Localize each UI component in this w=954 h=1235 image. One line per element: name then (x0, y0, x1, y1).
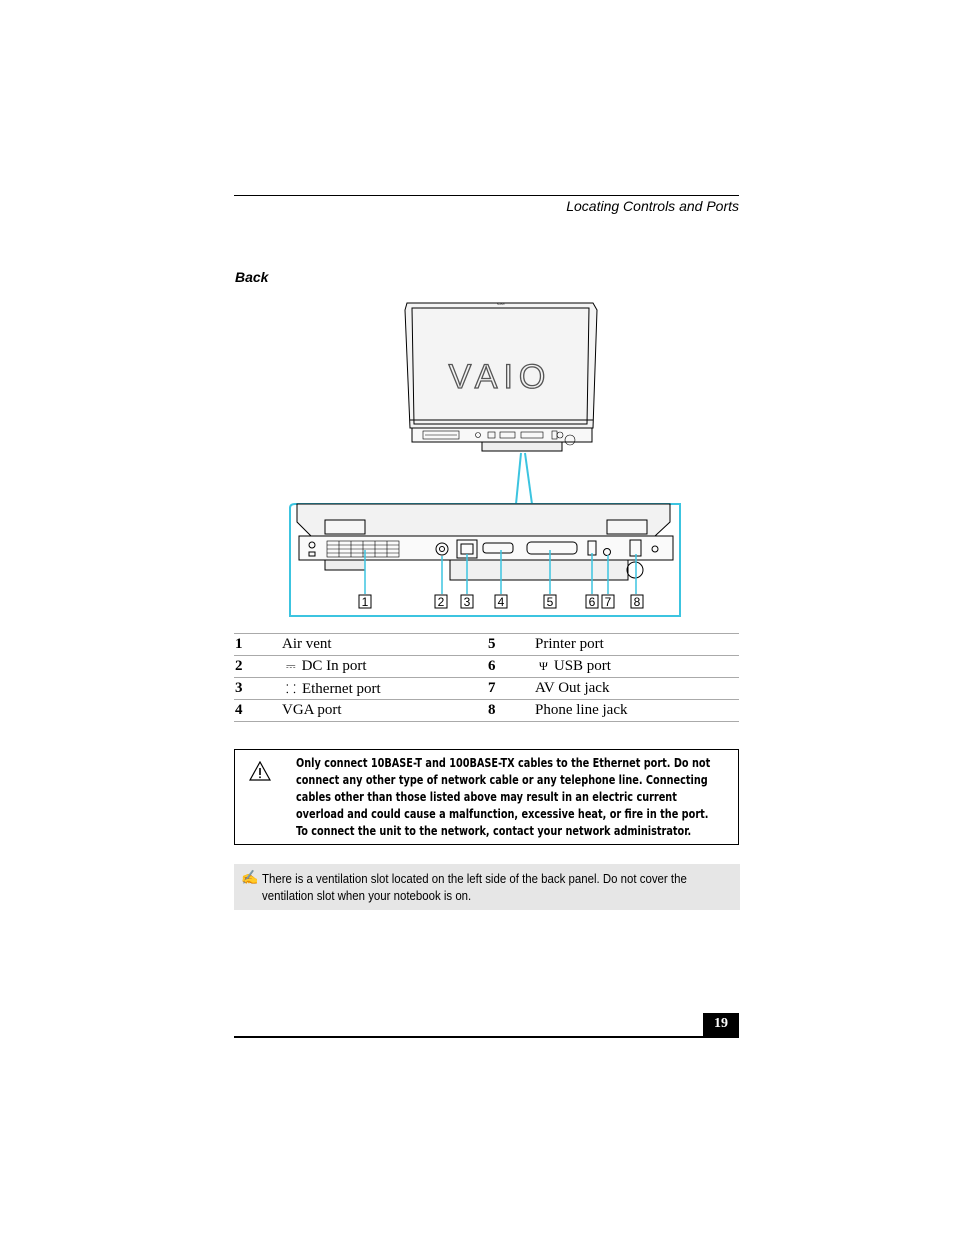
port-label: AV Out jack (535, 678, 739, 700)
port-number: 7 (487, 678, 535, 700)
caution-box (234, 749, 739, 845)
callout-5: 5 (546, 595, 554, 609)
note-line: ventilation slot when your notebook is on. (262, 888, 472, 903)
callout-2: 2 (437, 595, 445, 609)
header-rule (234, 195, 739, 196)
ports-table (234, 633, 739, 722)
port-label: Ethernet port (301, 680, 381, 697)
port-label: Air vent (282, 634, 487, 656)
dc-symbol-icon: ⎓ (286, 659, 296, 673)
table-row (234, 678, 739, 700)
callout-6: 6 (588, 595, 596, 609)
caution-line: connect any other type of network cable or any telephone line. Connecting (296, 773, 708, 787)
caution-line: Only connect 10BASE-T and 100BASE-TX cables to the Ethernet port. Do not (296, 756, 711, 770)
page-number: 19 (703, 1013, 739, 1037)
caution-text (296, 755, 732, 840)
port-cell (535, 656, 739, 678)
port-cell (282, 678, 487, 700)
callout-4: 4 (497, 595, 505, 609)
caution-line: To connect the unit to the network, contact your network administrator. (296, 824, 692, 838)
section-title: Back (235, 269, 269, 285)
callout-1: 1 (361, 595, 369, 609)
port-label: VGA port (282, 700, 487, 722)
port-number: 4 (234, 700, 282, 722)
warning-icon (249, 761, 271, 781)
port-label: USB port (553, 658, 611, 674)
table-row (234, 656, 739, 678)
note-text (262, 870, 720, 904)
port-number: 5 (487, 634, 535, 656)
usb-icon: Ψ (539, 659, 548, 673)
note-pen-icon: ✍ (241, 871, 259, 886)
table-row (234, 700, 739, 722)
port-label: DC In port (301, 658, 367, 674)
caution-line: overload and could cause a malfunction, excessive heat, or fire in the port. (296, 807, 709, 821)
laptop-back-figure (285, 298, 685, 618)
table-row (234, 634, 739, 656)
port-label: Printer port (535, 634, 739, 656)
svg-text:SONY: SONY (496, 302, 506, 306)
caution-line: cables other than those listed above may result in an electric current (296, 790, 677, 804)
vaio-logo: VAIO (448, 358, 552, 396)
port-number: 6 (487, 656, 535, 678)
back-panel-detail (297, 504, 673, 580)
port-label: Phone line jack (535, 700, 739, 722)
note-line: There is a ventilation slot located on the left side of the back panel. Do not cover the (262, 871, 687, 886)
port-number: 2 (234, 656, 282, 678)
port-number: 8 (487, 700, 535, 722)
port-number: 1 (234, 634, 282, 656)
note-box (234, 864, 740, 910)
port-cell (282, 656, 487, 678)
callout-7: 7 (604, 595, 612, 609)
network-icon: ⸬ (286, 681, 296, 696)
footer-rule (234, 1036, 739, 1038)
callout-8: 8 (633, 595, 641, 609)
running-header: Locating Controls and Ports (566, 198, 739, 214)
callout-3: 3 (463, 595, 471, 609)
port-number: 3 (234, 678, 282, 700)
